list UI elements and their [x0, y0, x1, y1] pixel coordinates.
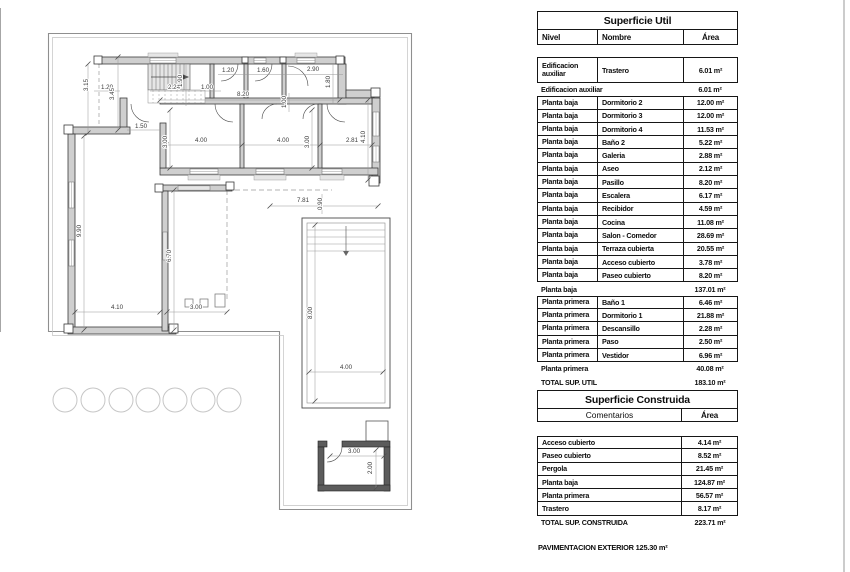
- table-cell: Planta baja: [542, 163, 578, 173]
- table-row: [537, 189, 738, 202]
- table-row: [537, 336, 738, 349]
- table-row: [537, 176, 738, 189]
- table-cell: Dormitorio 3: [597, 110, 683, 122]
- table-cell: 8.52 m²: [681, 449, 737, 461]
- table-cell: 2.88 m²: [683, 149, 737, 161]
- table-cell: Planta baja: [542, 256, 578, 266]
- dimension-label: 8.00: [307, 306, 314, 320]
- table-cell: 11.53 m²: [683, 123, 737, 135]
- superficie-construida-rows: [537, 436, 738, 529]
- table-cell: Planta baja: [542, 123, 578, 133]
- table-cell: 12.00 m²: [683, 97, 737, 108]
- table-cell: Planta baja: [542, 216, 578, 226]
- table-row: [537, 136, 738, 149]
- table-cell: 6.96 m²: [683, 349, 737, 361]
- table-cell: Planta baja: [542, 270, 578, 280]
- table-row: [537, 203, 738, 216]
- table-cell: Galeria: [597, 149, 683, 161]
- table-row: [537, 502, 738, 515]
- table-cell: Aseo: [597, 163, 683, 175]
- table-cell: Planta baja: [542, 203, 578, 213]
- dimension-label: 4.10: [360, 130, 367, 144]
- dimension-label: 1.60: [256, 67, 270, 74]
- dimension-label: 3.00: [347, 448, 361, 455]
- table-row: [537, 309, 738, 322]
- table-cell: Escalera: [597, 189, 683, 201]
- table-cell: 21.45 m²: [681, 463, 737, 475]
- page-right-edge: [843, 0, 845, 572]
- table-cell: 183.10 m²: [694, 377, 726, 387]
- table-row: [537, 449, 738, 462]
- table-row: [537, 243, 738, 256]
- table-cell: Baño 2: [597, 136, 683, 148]
- table-cell: Edificacion auxiliar: [542, 60, 579, 78]
- table-cell: 4.59 m²: [683, 203, 737, 215]
- table-cell: 12.00 m²: [683, 110, 737, 122]
- table-cell: Edificacion auxiliar: [541, 85, 603, 95]
- dimension-label: 4.00: [339, 364, 353, 371]
- table-cell: Planta primera: [542, 490, 590, 500]
- table-cell: 124.87 m²: [681, 476, 737, 488]
- table-cell: 137.01 m²: [694, 284, 726, 294]
- table-cell: Planta primera: [542, 323, 590, 333]
- superficie-construida-title: [537, 390, 738, 409]
- table-cell: Planta baja: [541, 284, 577, 294]
- table-cell: 6.46 m²: [683, 297, 737, 308]
- subtotal-row: [537, 362, 738, 375]
- tree-circles: [53, 388, 241, 412]
- table-row: [537, 322, 738, 335]
- table-cell: 21.88 m²: [683, 309, 737, 321]
- table-cell: 6.17 m²: [683, 189, 737, 201]
- table-cell: Trastero: [597, 58, 683, 82]
- table-row: [537, 489, 738, 502]
- table-cell: 4.14 m²: [681, 437, 737, 448]
- dimension-label: 0.90: [317, 197, 324, 211]
- table-cell: Planta baja: [542, 177, 578, 187]
- table-cell: 2.28 m²: [683, 322, 737, 334]
- superficie-util-rows: [537, 57, 738, 389]
- table-cell: Dormitorio 2: [597, 97, 683, 108]
- pavimentacion-exterior-note: PAVIMENTACION EXTERIOR 125.30 m²: [538, 543, 668, 552]
- table-row: [537, 476, 738, 489]
- table-cell: Acceso cubierto: [542, 438, 595, 448]
- table-cell: 56.57 m²: [681, 489, 737, 501]
- table-cell: 2.50 m²: [683, 336, 737, 348]
- dimension-label: 3.45: [109, 87, 116, 101]
- superficie-construida-column-headers: [537, 409, 738, 422]
- dimension-label: 9.90: [76, 224, 83, 238]
- table-cell: 2.12 m²: [683, 163, 737, 175]
- table-cell: Planta baja: [542, 190, 578, 200]
- dimension-label: 8.20: [236, 91, 250, 98]
- table-cell: TOTAL SUP. CONSTRUIDA: [541, 517, 628, 527]
- table-row: [537, 349, 738, 362]
- dimension-label: 1.20: [100, 84, 114, 91]
- table-title: Superficie Util: [603, 14, 672, 27]
- dimension-label: 2.81: [345, 137, 359, 144]
- table-cell: Trastero: [542, 504, 569, 514]
- table-row: [537, 123, 738, 136]
- subtotal-row: [537, 282, 738, 295]
- table-cell: Vestidor: [597, 349, 683, 361]
- dimension-label: 1.50: [134, 123, 148, 130]
- col-header-area: Área: [683, 30, 737, 44]
- superficie-util-column-headers: [537, 30, 738, 45]
- table-cell: Planta baja: [542, 150, 578, 160]
- table-row: [537, 463, 738, 476]
- table-cell: 223.71 m²: [694, 517, 726, 527]
- subtotal-row: [537, 83, 738, 96]
- table-cell: TOTAL SUP. UTIL: [541, 377, 597, 387]
- table-cell: 8.17 m²: [681, 502, 737, 514]
- table-cell: Planta baja: [542, 110, 578, 120]
- table-total-row: [537, 376, 738, 389]
- table-cell: Pergola: [542, 464, 567, 474]
- table-cell: Planta baja: [542, 137, 578, 147]
- table-row: [537, 110, 738, 123]
- table-cell: Pasillo: [597, 176, 683, 188]
- table-cell: Planta primera: [542, 336, 590, 346]
- col-header-comentarios: Comentarios: [585, 410, 634, 420]
- table-cell: Planta baja: [542, 97, 578, 107]
- col-header-area: Área: [681, 409, 737, 421]
- table-cell: Dormitorio 4: [597, 123, 683, 135]
- table-row: [537, 163, 738, 176]
- table-cell: Paseo cubierto: [542, 450, 591, 460]
- table-row: [537, 149, 738, 162]
- table-cell: Planta primera: [541, 364, 589, 374]
- dimension-label: 7.81: [296, 197, 310, 204]
- dimension-label: 6.70: [166, 249, 173, 263]
- table-cell: Planta baja: [542, 477, 578, 487]
- dimension-label: 1.90: [177, 74, 184, 88]
- table-cell: 3.78 m²: [683, 256, 737, 268]
- table-cell: 5.22 m²: [683, 136, 737, 148]
- table-title: Superficie Construida: [585, 393, 690, 406]
- table-cell: 8.20 m²: [683, 176, 737, 188]
- table-cell: Planta primera: [542, 297, 590, 307]
- table-row: [537, 229, 738, 242]
- table-cell: Salon - Comedor: [597, 229, 683, 241]
- dimension-label: 3.00: [304, 135, 311, 149]
- table-row: [537, 96, 738, 109]
- dimension-label: 1.80: [325, 75, 332, 89]
- table-row: [537, 269, 738, 282]
- table-cell: Acceso cubierto: [597, 256, 683, 268]
- table-cell: Planta primera: [542, 310, 590, 320]
- dimension-label: 3.00: [162, 135, 169, 149]
- dimension-label: 2.90: [306, 66, 320, 73]
- table-cell: Paseo cubierto: [597, 269, 683, 281]
- table-cell: 11.08 m²: [683, 216, 737, 228]
- dimension-label: 4.00: [194, 137, 208, 144]
- table-cell: 8.20 m²: [683, 269, 737, 281]
- table-cell: 6.01 m²: [683, 58, 737, 82]
- table-cell: Descansillo: [597, 322, 683, 334]
- table-row: [537, 256, 738, 269]
- col-header-nivel: Nivel: [542, 32, 561, 42]
- dimension-label: 4.10: [110, 304, 124, 311]
- dimension-label: 4.00: [276, 137, 290, 144]
- table-cell: Paso: [597, 336, 683, 348]
- dimension-label: 1.00: [200, 84, 214, 91]
- table-row: [537, 436, 738, 449]
- table-cell: Baño 1: [597, 297, 683, 308]
- table-cell: Cocina: [597, 216, 683, 228]
- col-header-nombre: Nombre: [597, 30, 683, 44]
- dimension-label: 2.00: [367, 461, 374, 475]
- table-row: [537, 57, 738, 83]
- table-cell: Recibidor: [597, 203, 683, 215]
- table-row: [537, 296, 738, 309]
- superficie-util-title: [537, 11, 738, 30]
- dimension-label: 1.20: [221, 67, 235, 74]
- table-cell: Planta baja: [542, 230, 578, 240]
- table-cell: 40.08 m²: [696, 364, 724, 374]
- table-cell: 6.01 m²: [698, 85, 722, 95]
- table-cell: Terraza cubierta: [597, 243, 683, 255]
- dimension-label: 3.00: [189, 304, 203, 311]
- dimension-label: 2.24: [167, 84, 181, 91]
- dimension-label: 1.00: [281, 95, 288, 109]
- table-cell: Planta primera: [542, 349, 590, 359]
- dimension-label: 3.15: [83, 78, 90, 92]
- table-total-row: [537, 516, 738, 529]
- table-cell: 20.55 m²: [683, 243, 737, 255]
- table-cell: Dormitorio 1: [597, 309, 683, 321]
- table-row: [537, 216, 738, 229]
- table-cell: Planta baja: [542, 243, 578, 253]
- table-cell: 28.69 m²: [683, 229, 737, 241]
